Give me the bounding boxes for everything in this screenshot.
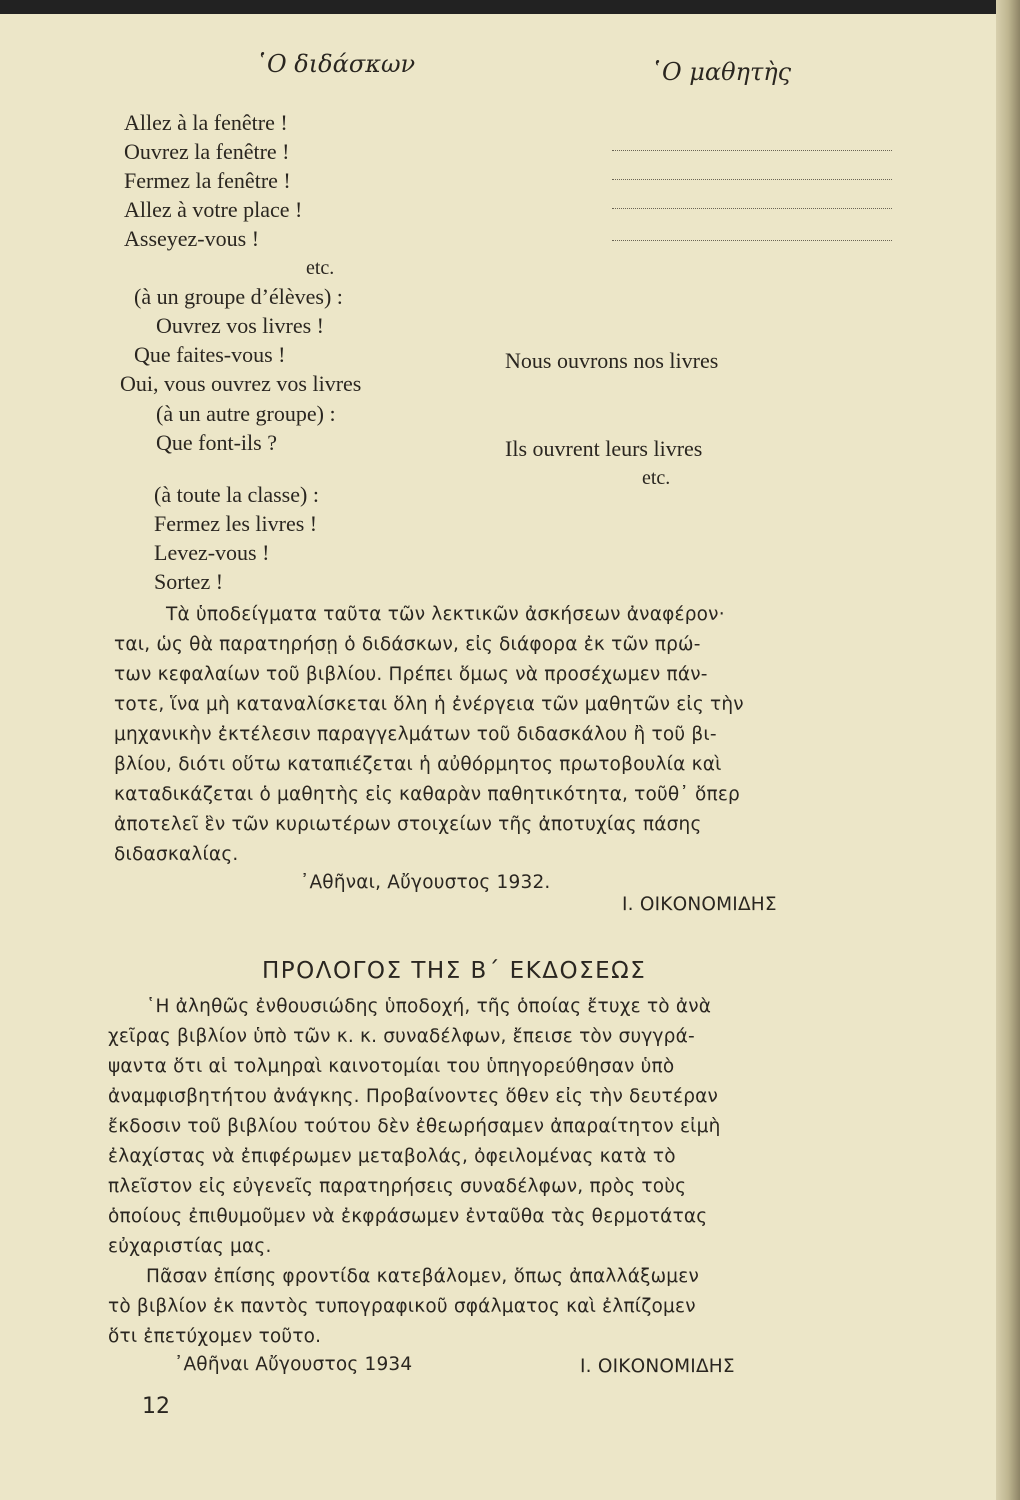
teacher-line: etc. [306,257,335,279]
student-line: Ils ouvrent leurs livres [505,436,703,461]
teacher-line: Oui, vous ouvrez vos livres [120,371,362,396]
paragraph2-line: εὐχαριστίας μας. [108,1236,272,1257]
paragraph2-line: χεῖρας βιβλίον ὑπὸ τῶν κ. κ. συναδέλφων, ἔπεισε τὸν συγγρά- [108,1026,695,1047]
teacher-column-header: ῾Ο διδάσκων [255,50,416,78]
signoff1-place-date: ᾿Αθῆναι, Αὔγουστος 1932. [300,872,551,893]
paragraph2-line: ὁποίους ἐπιθυμοῦμεν νὰ ἐκφράσωμεν ἐνταῦθα τὰς θερμοτάτας [108,1206,708,1227]
teacher-line: Sortez ! [154,569,224,594]
student-column-header: ῾Ο μαθητὴς [650,58,792,86]
paragraph1-line: μηχανικὴν ἐκτέλεσιν παραγγελμάτων τοῦ διδασκάλου ἢ τοῦ βι- [114,724,717,745]
paragraph2-line: ῾Η ἀληθῶς ἐνθουσιώδης ὑποδοχή, τῆς ὁποίας ἔτυχε τὸ ἀνὰ [146,996,712,1017]
paragraph2-line: ἐλαχίστας νὰ ἐπιφέρωμεν μεταβολάς, ὀφειλομένας κατὰ τὸ [108,1146,676,1167]
signoff2-author: Ι. ΟΙΚΟΝΟΜΙΔΗΣ [580,1356,735,1377]
paragraph3-line: τὸ βιβλίον ἐκ παντὸς τυπογραφικοῦ σφάλματος καὶ ἐλπίζομεν [108,1296,696,1317]
teacher-line: Que faites-vous ! [134,342,286,367]
answer-dotted-line [612,150,892,151]
teacher-line: Fermez les livres ! [154,511,318,536]
student-line: etc. [642,467,671,489]
paragraph2-line: ἀναμφισβητήτου ἀνάγκης. Προβαίνοντες ὅθεν εἰς τὴν δευτέραν [108,1086,719,1107]
paragraph2-line: ψαντα ὅτι αἱ τολμηραὶ καινοτομίαι του ὑπηγορεύθησαν ὑπὸ [108,1056,675,1077]
prologue-title: ΠΡΟΛΟΓΟΣ ΤΗΣ Β΄ ΕΚΔΟΣΕΩΣ [262,958,647,984]
student-line: Nous ouvrons nos livres [505,348,719,373]
page-number: 12 [142,1394,170,1419]
paragraph3-line: ὅτι ἐπετύχομεν τοῦτο. [108,1326,322,1347]
paragraph1-line: ται, ὡς θὰ παρατηρήσῃ ὁ διδάσκων, εἰς διάφορα ἐκ τῶν πρώ- [114,634,701,655]
teacher-line: Que font-ils ? [156,430,277,455]
page-binding-edge [996,0,1020,1500]
teacher-line: Allez à la fenêtre ! [124,110,288,135]
teacher-line: Ouvrez la fenêtre ! [124,139,290,164]
paragraph3-line: Πᾶσαν ἐπίσης φροντίδα κατεβάλομεν, ὅπως ἀπαλλάξωμεν [146,1266,700,1287]
paragraph1-line: των κεφαλαίων τοῦ βιβλίου. Πρέπει ὅμως νὰ προσέχωμεν πάν- [114,664,708,685]
teacher-line: Levez-vous ! [154,540,270,565]
paragraph1-line: Τὰ ὑποδείγματα ταῦτα τῶν λεκτικῶν ἀσκήσεων ἀναφέρον· [166,604,725,625]
teacher-line: Asseyez-vous ! [124,226,260,251]
paragraph2-line: πλεῖστον εἰς εὐγενεῖς παρατηρήσεις συναδέλφων, πρὸς τοὺς [108,1176,687,1197]
signoff2-place-date: ᾿Αθῆναι Αὔγουστος 1934 [174,1354,413,1375]
paragraph1-line: βλίου, διότι οὕτω καταπιέζεται ἡ αὐθόρμητος πρωτοβουλία καὶ [114,754,722,775]
answer-dotted-line [612,208,892,209]
paragraph1-line: διδασκαλίας. [114,844,239,865]
teacher-line: Fermez la fenêtre ! [124,168,291,193]
paragraph1-line: καταδικάζεται ὁ μαθητὴς εἰς καθαρὰν παθητικότητα, τοῦθ᾿ ὅπερ [114,784,740,805]
teacher-line: Allez à votre place ! [124,197,303,222]
signoff1-author: Ι. ΟΙΚΟΝΟΜΙΔΗΣ [622,894,777,915]
book-page [0,14,996,1500]
teacher-line: (à un groupe d’élèves) : [134,284,343,309]
teacher-line: Ouvrez vos livres ! [156,313,325,338]
teacher-line: (à toute la classe) : [154,482,319,507]
scan-top-border [0,0,1020,14]
answer-dotted-line [612,179,892,180]
answer-dotted-line [612,240,892,241]
teacher-line: (à un autre groupe) : [156,401,336,426]
paragraph1-line: ἀποτελεῖ ἓν τῶν κυριωτέρων στοιχείων τῆς ἀποτυχίας πάσης [114,814,702,835]
paragraph1-line: τοτε, ἵνα μὴ καταναλίσκεται ὅλη ἡ ἐνέργεια τῶν μαθητῶν εἰς τὴν [114,694,744,715]
paragraph2-line: ἔκδοσιν τοῦ βιβλίου τούτου δὲν ἐθεωρήσαμεν ἀπαραίτητον εἰμὴ [108,1116,721,1137]
